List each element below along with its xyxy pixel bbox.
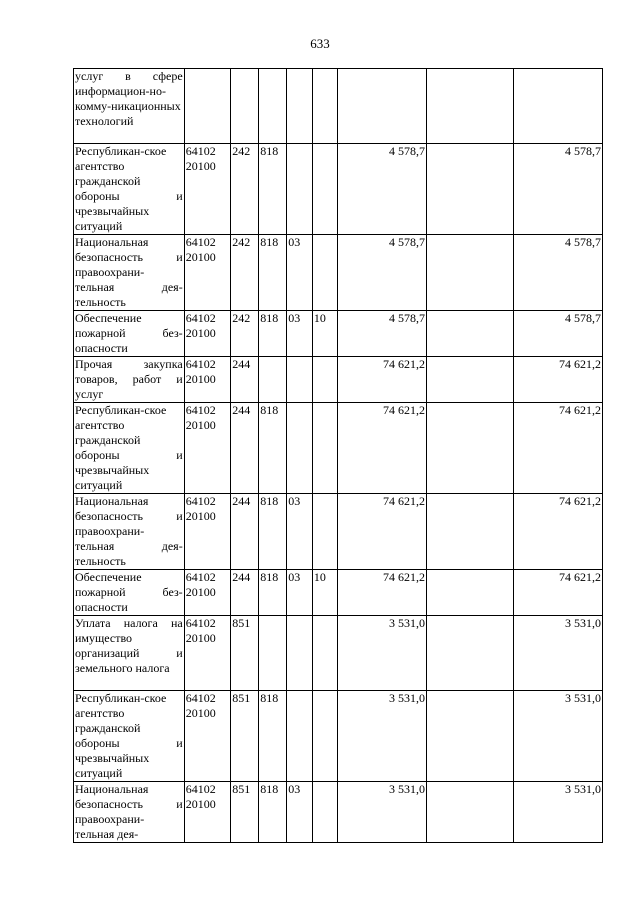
cell-name: Национальная безопасность и правоохрани-тельная дея- [75,782,183,841]
cell-amount-2 [426,403,513,494]
cell-amount-1: 3 531,0 [338,691,427,782]
table-row [74,782,603,843]
cell-name: Национальная безопасность и правоохрани-тельная дея-тельность [75,235,183,309]
cell-administrator: 818 [259,570,287,616]
cell-target-article: 64102 20100 [184,311,231,357]
cell-name: Обеспечение пожарной без-опасности [75,311,183,355]
cell-subsection [312,357,338,403]
table-row [74,494,603,570]
cell-section [287,144,313,235]
cell-expense-type: 242 [231,311,259,357]
cell-administrator [259,616,287,691]
cell-expense-type: 851 [231,616,259,691]
cell-expense-type: 244 [231,494,259,570]
cell-target-article [184,69,231,144]
cell-name: услуг в сфере информацион-но-комму-никационных технологий [74,69,185,144]
cell-target-article: 64102 20100 [184,235,231,311]
cell-amount-2 [426,570,513,616]
cell-expense-type: 244 [231,403,259,494]
cell-expense-type: 242 [231,235,259,311]
table-row [74,69,603,144]
table-row [74,235,603,311]
cell-amount-2 [426,782,513,843]
cell-amount-3: 4 578,7 [514,144,603,235]
table-row [74,144,603,235]
cell-administrator: 818 [259,782,287,843]
cell-amount-3: 3 531,0 [514,616,603,691]
cell-amount-3: 3 531,0 [514,782,603,843]
cell-expense-type: 851 [231,782,259,843]
cell-target-article: 64102 20100 [184,403,231,494]
cell-section [287,616,313,691]
cell-amount-1: 74 621,2 [338,357,427,403]
page-number: 633 [310,36,330,51]
cell-amount-1: 4 578,7 [338,144,427,235]
cell-name: Прочая закупка товаров, работ и услуг [75,357,183,401]
cell-administrator: 818 [259,691,287,782]
cell-subsection [312,403,338,494]
table-body [74,69,603,843]
cell-amount-1: 74 621,2 [338,403,427,494]
cell-section: 03 [287,782,313,843]
cell-target-article: 64102 20100 [184,616,231,691]
cell-amount-1 [338,69,427,144]
cell-name: Республикан-ское агентство гражданской обороны и чрезвычайных ситуаций [75,691,183,780]
cell-amount-2 [426,235,513,311]
cell-section: 03 [287,311,313,357]
cell-amount-1: 3 531,0 [338,616,427,691]
cell-name: Национальная безопасность и правоохрани-тельная дея-тельность [75,494,183,568]
cell-expense-type: 244 [231,357,259,403]
cell-name: Уплата налога на имущество организаций и земельного налога [74,616,185,691]
cell-name: Обеспечение пожарной без-опасности [75,570,183,614]
cell-section: 03 [287,235,313,311]
cell-subsection: 10 [312,311,338,357]
cell-target-article: 64102 20100 [184,357,231,403]
cell-amount-1: 74 621,2 [338,494,427,570]
cell-administrator [259,357,287,403]
cell-section [287,69,313,144]
cell-amount-1: 3 531,0 [338,782,427,843]
table-row [74,357,603,403]
cell-section: 03 [287,494,313,570]
cell-section [287,691,313,782]
cell-administrator: 818 [259,235,287,311]
cell-amount-3: 4 578,7 [514,235,603,311]
cell-amount-3: 74 621,2 [514,494,603,570]
cell-amount-3: 74 621,2 [514,403,603,494]
table-row [74,311,603,357]
cell-amount-3: 74 621,2 [514,357,603,403]
cell-amount-2 [426,691,513,782]
table-row [74,403,603,494]
cell-subsection [312,494,338,570]
table-row [74,570,603,616]
cell-amount-2 [426,357,513,403]
cell-amount-2 [426,616,513,691]
table-row [74,691,603,782]
cell-target-article: 64102 20100 [184,570,231,616]
cell-subsection [312,691,338,782]
cell-expense-type: 244 [231,570,259,616]
cell-name: Республикан-ское агентство гражданской обороны и чрезвычайных ситуаций [75,144,183,233]
cell-subsection: 10 [312,570,338,616]
cell-amount-3 [514,69,603,144]
cell-target-article: 64102 20100 [184,144,231,235]
cell-amount-1: 74 621,2 [338,570,427,616]
cell-amount-3: 74 621,2 [514,570,603,616]
cell-amount-3: 3 531,0 [514,691,603,782]
budget-table [73,68,603,843]
cell-amount-1: 4 578,7 [338,235,427,311]
cell-administrator: 818 [259,311,287,357]
cell-expense-type: 851 [231,691,259,782]
cell-subsection [312,69,338,144]
cell-administrator [259,69,287,144]
cell-expense-type [231,69,259,144]
cell-subsection [312,235,338,311]
cell-subsection [312,144,338,235]
cell-administrator: 818 [259,494,287,570]
table-row [74,616,603,691]
cell-target-article: 64102 20100 [184,782,231,843]
cell-amount-2 [426,69,513,144]
cell-amount-2 [426,494,513,570]
cell-amount-2 [426,311,513,357]
cell-amount-3: 4 578,7 [514,311,603,357]
cell-amount-1: 4 578,7 [338,311,427,357]
cell-amount-2 [426,144,513,235]
cell-target-article: 64102 20100 [184,691,231,782]
cell-expense-type: 242 [231,144,259,235]
cell-administrator: 818 [259,144,287,235]
cell-subsection [312,616,338,691]
cell-administrator: 818 [259,403,287,494]
cell-section [287,357,313,403]
cell-section [287,403,313,494]
cell-target-article: 64102 20100 [184,494,231,570]
cell-name: Республикан-ское агентство гражданской обороны и чрезвычайных ситуаций [75,403,183,492]
cell-subsection [312,782,338,843]
cell-section: 03 [287,570,313,616]
